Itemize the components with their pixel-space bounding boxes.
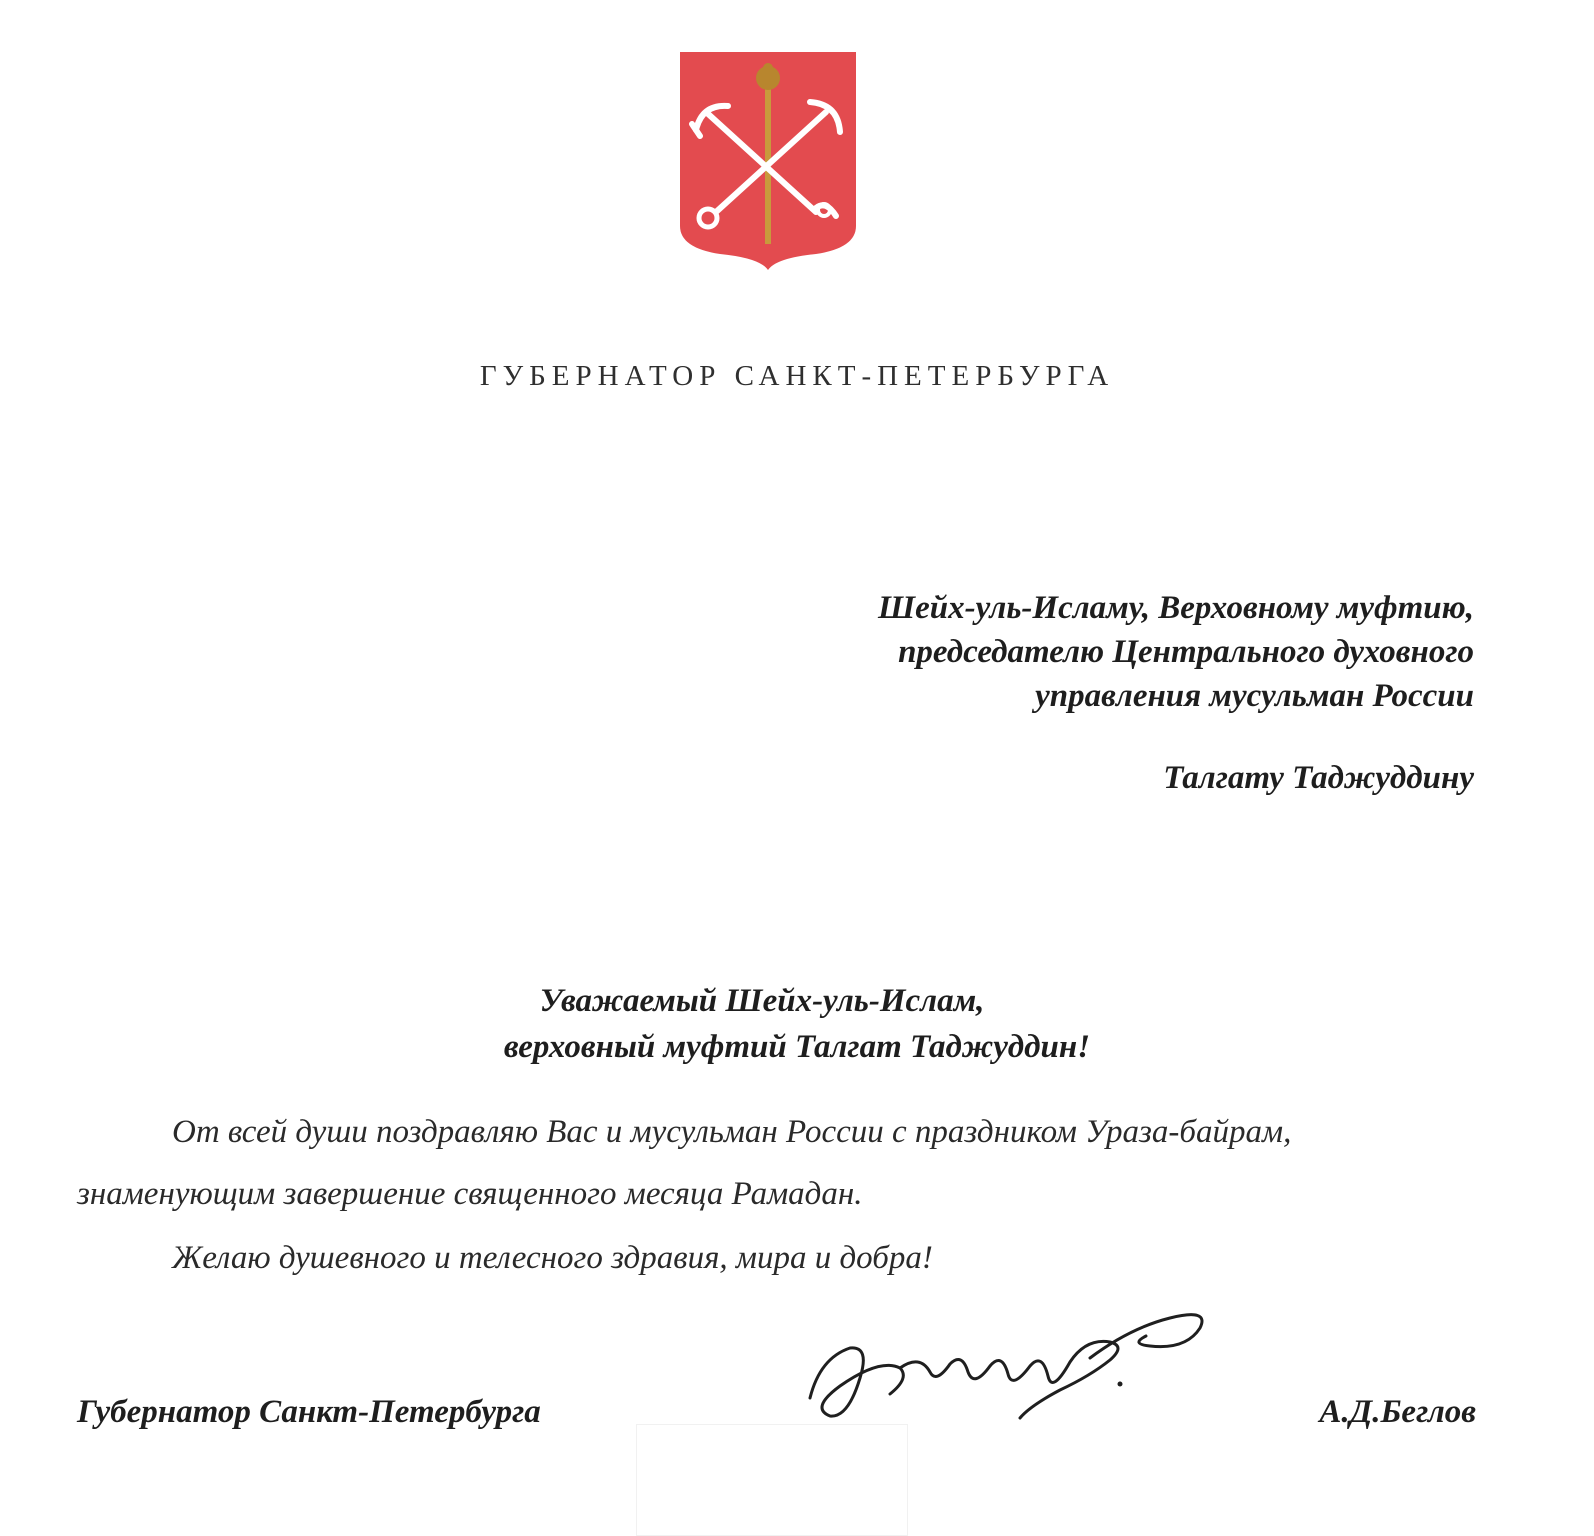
stamp-shadow: [636, 1424, 908, 1536]
handwritten-signature-icon: [790, 1298, 1230, 1438]
body-paragraph-1: От всей души поздравляю Вас и мусульман России с праздником Ураза-байрам,: [172, 1114, 1292, 1150]
recipient-block: [878, 586, 1474, 718]
recipient-name: Талгату Таджуддину: [1163, 760, 1474, 796]
signatory-title: Губернатор Санкт-Петербурга: [77, 1394, 541, 1430]
salutation-line2: верховный муфтий Талгат Таджуддин!: [503, 1029, 1091, 1065]
coat-of-arms-icon: [676, 48, 860, 272]
recipient-line: Шейх-уль-Исламу, Верховному муфтию,: [878, 590, 1474, 626]
header-title: ГУБЕРНАТОР САНКТ-ПЕТЕРБУРГА: [479, 360, 1115, 392]
salutation: [0, 978, 1594, 1070]
body-paragraph-2: Желаю душевного и телесного здравия, мира и добра!: [172, 1240, 933, 1276]
recipient-line: управления мусульман России: [1035, 678, 1474, 714]
body-paragraph-1-continued: знаменующим завершение священного месяца Рамадан.: [77, 1176, 863, 1212]
signatory-name: А.Д.Беглов: [1319, 1394, 1476, 1430]
salutation-line1: Уважаемый Шейх-уль-Ислам,: [539, 983, 985, 1019]
recipient-line: председателю Центрального духовного: [898, 634, 1474, 670]
